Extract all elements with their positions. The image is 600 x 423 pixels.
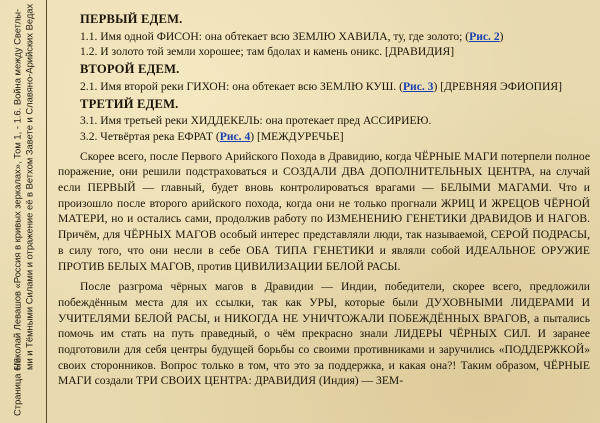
margin-header [11, 3, 35, 416]
book-title-line-2: ми и Тёмными Силами и отражение её в Ветхом Завете и Славяно-Арийских Ведах [23, 3, 34, 370]
book-title-line-1: Николай Левашов «Россия в кривых зеркалах», Том 1, - 1.6. Война между Светлы- [11, 8, 23, 370]
figure-3-link[interactable]: Рис. 3 [402, 79, 434, 93]
heading-edem-3: ТРЕТИЙ ЕДЕМ. [80, 96, 179, 111]
margin-strip [0, 0, 47, 423]
verse-3-1: 3.1. Имя третьей реки ХИДДЕКЕЛЬ: она протекает пред АССИРИЕЮ. [80, 114, 432, 128]
figure-2-link[interactable]: Рис. 2 [469, 29, 500, 43]
figure-4-link[interactable]: Рис. 4 [219, 129, 251, 143]
verse-1-1: 1.1. Имя одной ФИСОН: она обтекает всю ЗЕМЛЮ ХАВИЛА, ту, где золото; (Рис. 2) [80, 29, 504, 43]
page-number: Страница 6/6 [11, 357, 23, 416]
paragraph-2: После разгрома чёрных магов в Дравидии — Индии, победители, скорее всего, предложили побеждённым места для их ссылки, так как УРЫ, которые были ДУХОВНЫМИ ЛИДЕРАМИ И УЧИТЕЛЯМИ БЕЛОЙ РАСЫ, и НИКОГДА НЕ УНИЧТОЖАЛИ ПОБЕЖДЁННЫХ ВРАГОВ, а пытались помочь им стать на путь праведный, о чём прекрасно знали ЛИДЕРЫ ЧЁРНЫХ СИЛ. И заранее подготовили для себя центры будущей борьбы со своими противниками и заручились «ПОДДЕРЖКОЙ» своих сторонников. Вопрос только в том, что это за поддержка, и какая она?! Таким образом, ЧЁРНЫЕ МАГИ создали ТРИ СВОИХ ЦЕНТРА: ДРАВИДИЯ (Индия) — ЗЕМ- [58, 280, 590, 388]
heading-edem-1: ПЕРВЫЙ ЕДЕМ. [80, 12, 183, 26]
verse-3-2: 3.2. Четвёртая река ЕФРАТ (Рис. 4) [МЕЖДУРЕЧЬЕ] [80, 129, 344, 143]
paragraph-1: Скорее всего, после Первого Арийского Похода в Дравидию, когда ЧЁРНЫЕ МАГИ потерпели полное поражение, они решили подстраховаться и СОЗДАЛИ ДВА ДОПОЛНИТЕЛЬНЫХ ЦЕНТРА, на случай если ПЕРВЫЙ — главный, будет вновь контролироваться врагами — БЕЛЫМИ МАГАМИ. Что и произошло после второго арийского похода, когда они не только прогнали ЖРИЦ И ЖРЕЦОВ ЧЁРНОЙ МАТЕРИ, но и остались сами, продолжив работу по ИЗМЕНЕНИЮ ГЕНЕТИКИ ДРАВИДОВ И НАГОВ. Причём, для ЧЁРНЫХ МАГОВ особый интерес представляли люди, так называемой, СЕРОЙ ПОДРАСЫ, в силу того, что они несли в себе ОБА ТИПА ГЕНЕТИКИ и являли собой ИДЕАЛЬНОЕ ОРУЖИЕ ПРОТИВ БЕЛЫХ МАГОВ, против ЦИВИЛИЗАЦИИ БЕЛОЙ РАСЫ. [58, 149, 590, 273]
heading-edem-2: ВТОРОЙ ЕДЕМ. [80, 62, 180, 77]
verse-2-1: 2.1. Имя второй реки ГИХОН: она обтекает всю ЗЕМЛЮ КУШ. (Рис. 3) [ДРЕВНЯЯ ЭФИОПИЯ] [80, 79, 562, 93]
verse-1-2: 1.2. И золото той земли хорошее; там бдолах и камень оникс. [ДРАВИДИЯ] [80, 45, 455, 59]
document-body [58, 10, 590, 389]
